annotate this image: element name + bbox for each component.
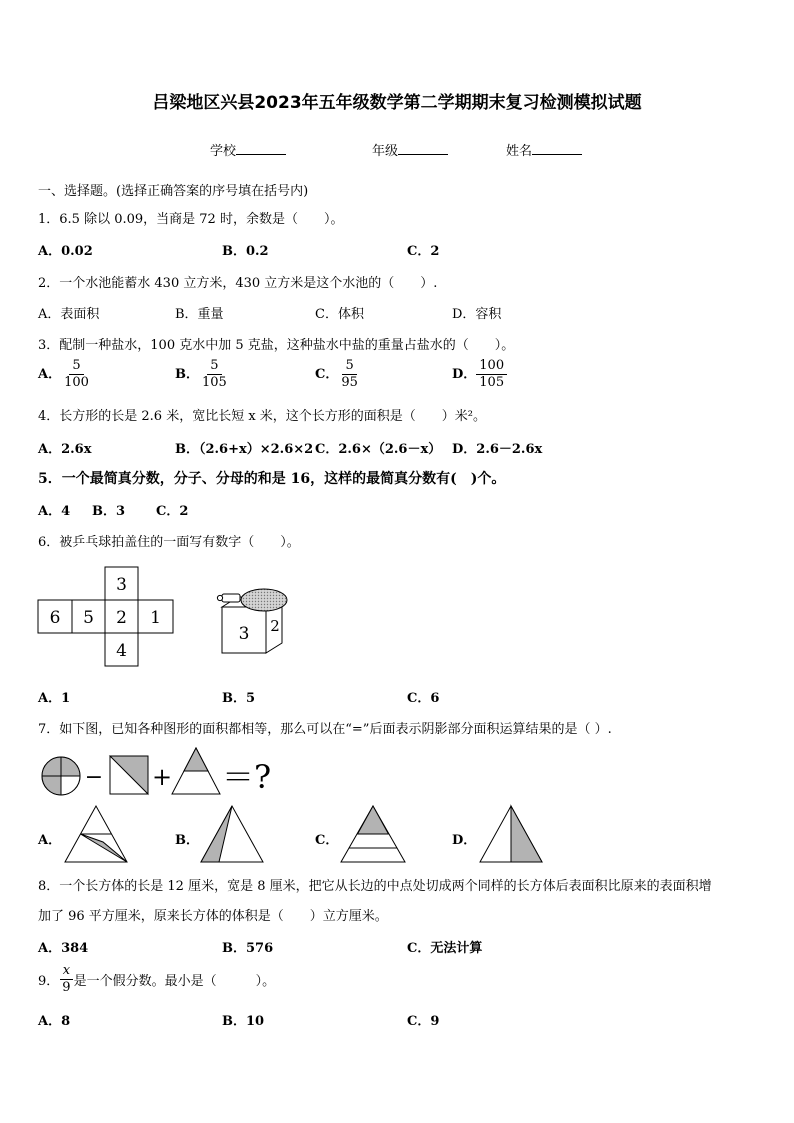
q2-option-b[interactable]: B．重量 [175, 307, 224, 322]
question-4: 4．长方形的长是 2.6 米，宽比长短 x 米，这个长方形的面积是（ ）米²。 [38, 409, 487, 424]
q7-option-d-figure[interactable] [479, 805, 543, 863]
q7-option-a[interactable]: A． [38, 833, 62, 848]
fraction: $\frac{5}{95}$ [341, 358, 358, 390]
q7-option-d[interactable]: D． [452, 833, 477, 848]
net-face-right: 1 [150, 608, 161, 628]
name-blank[interactable] [532, 142, 582, 155]
question-8-line-1: 8．一个长方体的长是 12 厘米，宽是 8 厘米，把它从长边的中点处切成两个同样的长方体后表面积比原来的表面积增 [38, 879, 712, 894]
q4-option-b[interactable]: B．（2.6+x）×2.6×2 [175, 442, 314, 457]
fraction-x-over-9: $\frac{x}{9}$ [59, 963, 73, 996]
equals-question: ＝? [222, 758, 272, 796]
q2-option-d[interactable]: D．容积 [452, 307, 502, 322]
q6-option-b[interactable]: B．5 [222, 691, 256, 706]
q1-option-c[interactable]: C．2 [407, 244, 440, 259]
q3-option-c[interactable]: C． $\frac{5}{95}$ [315, 358, 361, 391]
q7-option-b[interactable]: B． [175, 833, 199, 848]
cube-with-paddle-figure [212, 585, 292, 657]
q9-option-b[interactable]: B．10 [222, 1014, 265, 1029]
q8-option-b[interactable]: B．576 [222, 941, 274, 956]
q4-option-a[interactable]: A．2.6x [38, 442, 92, 457]
question-5: 5．一个最简真分数，分子、分母的和是 16，这样的最简真分数有( )个。 [38, 471, 506, 487]
q2-option-a[interactable]: A．表面积 [38, 307, 100, 322]
cube-net-figure [38, 566, 178, 668]
net-face-center: 2 [116, 608, 127, 628]
q7-option-b-figure[interactable] [200, 805, 264, 863]
q4-option-c[interactable]: C．2.6×（2.6－x） [315, 442, 442, 457]
q5-option-a[interactable]: A．4 [38, 504, 71, 519]
school-field: 学校 [210, 140, 286, 159]
fraction: $\frac{5}{105}$ [202, 358, 227, 390]
box-side-face: 2 [270, 617, 280, 635]
q3-option-a[interactable]: A． $\frac{5}{100}$ [38, 358, 92, 391]
q2-option-c[interactable]: C．体积 [315, 307, 364, 322]
q9-option-a[interactable]: A．8 [38, 1014, 71, 1029]
q9-option-c[interactable]: C．9 [407, 1014, 440, 1029]
area-equation-figure [38, 746, 288, 802]
q6-option-a[interactable]: A．1 [38, 691, 71, 706]
box-front-face: 3 [238, 624, 250, 644]
question-3: 3．配制一种盐水，100 克水中加 5 克盐，这种盐水中盐的重量占盐水的（ ）。 [38, 338, 515, 353]
minus-sign: − [84, 765, 104, 790]
q8-option-a[interactable]: A．384 [38, 941, 89, 956]
net-face-6: 6 [49, 608, 61, 628]
question-6: 6．被乒乓球拍盖住的一面写有数字（ ）。 [38, 535, 300, 550]
question-2: 2．一个水池能蓄水 430 立方米，430 立方米是这个水池的（ ）. [38, 276, 438, 291]
name-field: 姓名 [506, 140, 582, 159]
grade-field: 年级 [372, 140, 448, 159]
q1-option-a[interactable]: A．0.02 [38, 244, 93, 259]
grade-blank[interactable] [398, 142, 448, 155]
school-blank[interactable] [236, 142, 286, 155]
q6-option-c[interactable]: C．6 [407, 691, 440, 706]
q3-option-d[interactable]: D． $\frac{100}{105}$ [452, 358, 507, 391]
q7-option-c-figure[interactable] [340, 805, 406, 863]
net-face-top: 3 [116, 575, 127, 595]
q8-option-c[interactable]: C．无法计算 [407, 941, 483, 956]
net-face-bottom: 4 [116, 641, 127, 661]
plus-sign: + [151, 763, 173, 791]
fraction: $\frac{5}{100}$ [64, 358, 89, 390]
q5-option-b[interactable]: B．3 [92, 504, 126, 519]
section-heading: 一、选择题。(选择正确答案的序号填在括号内) [38, 184, 309, 199]
q4-option-d[interactable]: D．2.6－2.6x [452, 442, 543, 457]
q7-option-a-figure[interactable] [64, 805, 128, 863]
q1-option-b[interactable]: B．0.2 [222, 244, 269, 259]
net-face-5: 5 [83, 608, 94, 628]
q3-option-b[interactable]: B． $\frac{5}{105}$ [175, 358, 230, 391]
exam-title: 吕梁地区兴县2023年五年级数学第二学期期末复习检测模拟试题 [152, 93, 642, 113]
q5-option-c[interactable]: C．2 [156, 504, 189, 519]
question-7: 7．如下图，已知各种图形的面积都相等，那么可以在“=”后面表示阴影部分面积运算结果的是（ ）. [38, 722, 612, 737]
q7-option-c[interactable]: C． [315, 833, 339, 848]
question-8-line-2: 加了 96 平方厘米，原来长方体的体积是（ ）立方厘米。 [38, 909, 388, 924]
question-1: 1．6.5 除以 0.09，当商是 72 时，余数是（ ）。 [38, 212, 344, 227]
question-9: 9． $\frac{x}{9}$ 是一个假分数。最小是（ ）。 [38, 963, 276, 995]
fraction: $\frac{100}{105}$ [476, 358, 507, 391]
